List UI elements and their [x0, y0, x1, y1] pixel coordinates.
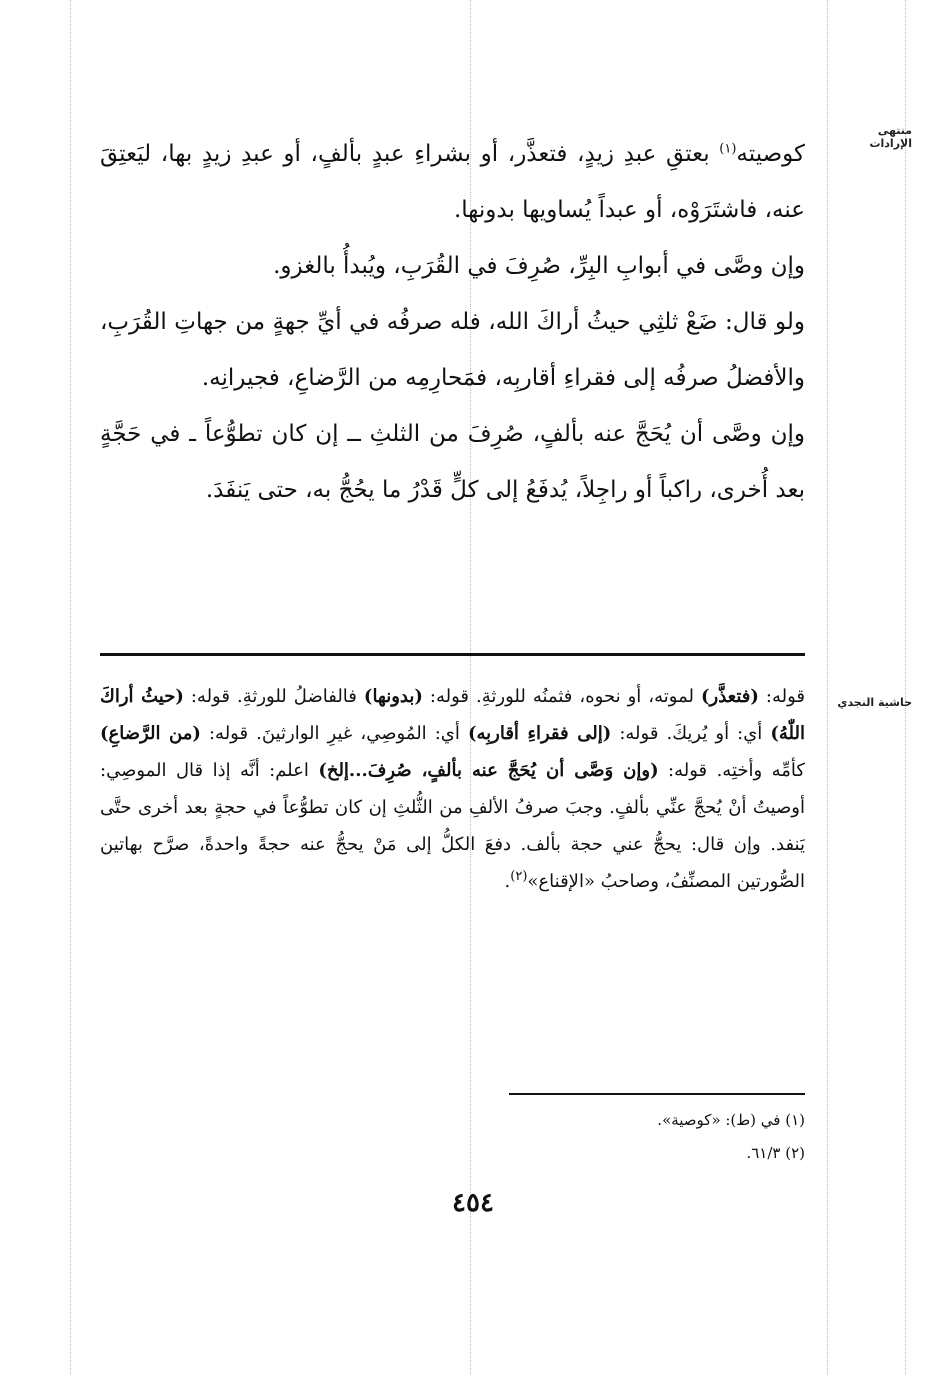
- scan-guide-line: [70, 0, 71, 1375]
- quoted-lemma: (بدونها): [363, 686, 423, 707]
- quoted-lemma: (وإن وَصَّى أن يُحَجَّ عنه بألفٍ، صُرِفَ...إلخ): [318, 760, 659, 781]
- main-text: [100, 126, 805, 518]
- side-label-commentary: حاشية النجدي: [837, 696, 912, 709]
- text-run: لموته، أو نحوه، فثمنُه للورثةِ. قوله:: [422, 686, 701, 707]
- commentary-paragraph: [100, 678, 805, 900]
- footnote-divider: [509, 1093, 805, 1095]
- quoted-lemma: (حيثُ أراكَ اللّٰهُ): [100, 686, 805, 744]
- main-paragraph-3: ولو قال: ضَعْ ثلثِي حيثُ أراكَ الله، فله صرفُه في أيِّ جهةٍ من جهاتِ القُرَبِ، والأفضلُ صرفُه إلى فقراءِ أقاربِه، فمَحارِمِه من الرَّضاعِ، فجيرانِه.: [100, 309, 805, 391]
- text-run: بعتقِ عبدِ زيدٍ، فتعذَّر، أو بشراءِ عبدٍ بألفٍ، أو عبدِ زيدٍ بها، ليَعتِقَ عنه، فاشتَرَوْه، أو عبداً يُساويها بدونها.: [100, 141, 805, 223]
- quoted-lemma: (فتعذَّر): [700, 686, 759, 707]
- text-run: كوصيته: [736, 141, 805, 167]
- text-run: قوله:: [758, 686, 806, 707]
- main-paragraph-4: وإن وصَّى أن يُحَجَّ عنه بألفٍ، صُرِفَ من الثلثِ ــ إن كان تطوُّعاً ـ في حَجَّةٍ بعد أُخرى، راكباً أو راجِلاً، يُدفَعُ إلى كلٍّ قَدْرُ ما يحُجُّ به، حتى يَنفَدَ.: [100, 421, 806, 503]
- footnote-2: (٢) ٦١/٣.: [746, 1144, 805, 1162]
- footnotes: [300, 1104, 805, 1170]
- footnote-marker-2: (٢): [510, 869, 528, 884]
- text-run: أي: المُوصِي، غيرِ الوارثينَ. قوله:: [200, 723, 468, 744]
- side-label-main-text: منتهى الإرادات: [869, 124, 912, 150]
- main-paragraph-1: [100, 126, 805, 238]
- commentary-text: [100, 678, 805, 900]
- quoted-lemma: (من الرَّضاعِ): [100, 723, 201, 744]
- text-run: كأمِّه وأختِه. قوله:: [658, 760, 805, 781]
- text-run: .: [504, 871, 511, 892]
- text-run: اعلم: أنَّه إذا قال الموصِي: أوصيتُ أنْ يُحجَّ عنِّي بألفٍ. وجبَ صرفُ الألفِ من الثُّلثِ إن كان تطوُّعاً في حجةٍ بعد أخرى حتَّى يَنفد. وإن قال: يحجُّ عني حجة بألف. دفعَ الكلُّ إلى مَنْ يحجُّ عنه حجةً واحدةً، صرَّح بهاتين الصُّورتين المصنِّفُ، وصاحبُ «الإقناع»: [100, 760, 805, 892]
- section-divider: [100, 653, 805, 656]
- footnote-1: (١) في (ط): «كوصية».: [657, 1111, 805, 1129]
- text-run: أي: أو يُريكَ. قوله:: [611, 723, 771, 744]
- footnote-marker-1: (١): [719, 141, 737, 157]
- quoted-lemma: (إلى فقراءِ أقاربِه): [467, 723, 612, 744]
- scan-guide-line: [827, 0, 828, 1375]
- scan-guide-line: [905, 0, 906, 1375]
- text-run: فالفاضلُ للورثةِ. قوله:: [183, 686, 364, 707]
- page-number: ٤٥٤: [452, 1188, 494, 1218]
- main-paragraph-2: وإن وصَّى في أبوابِ البِرِّ، صُرِفَ في القُرَبِ، ويُبدأُ بالغزو.: [273, 253, 805, 279]
